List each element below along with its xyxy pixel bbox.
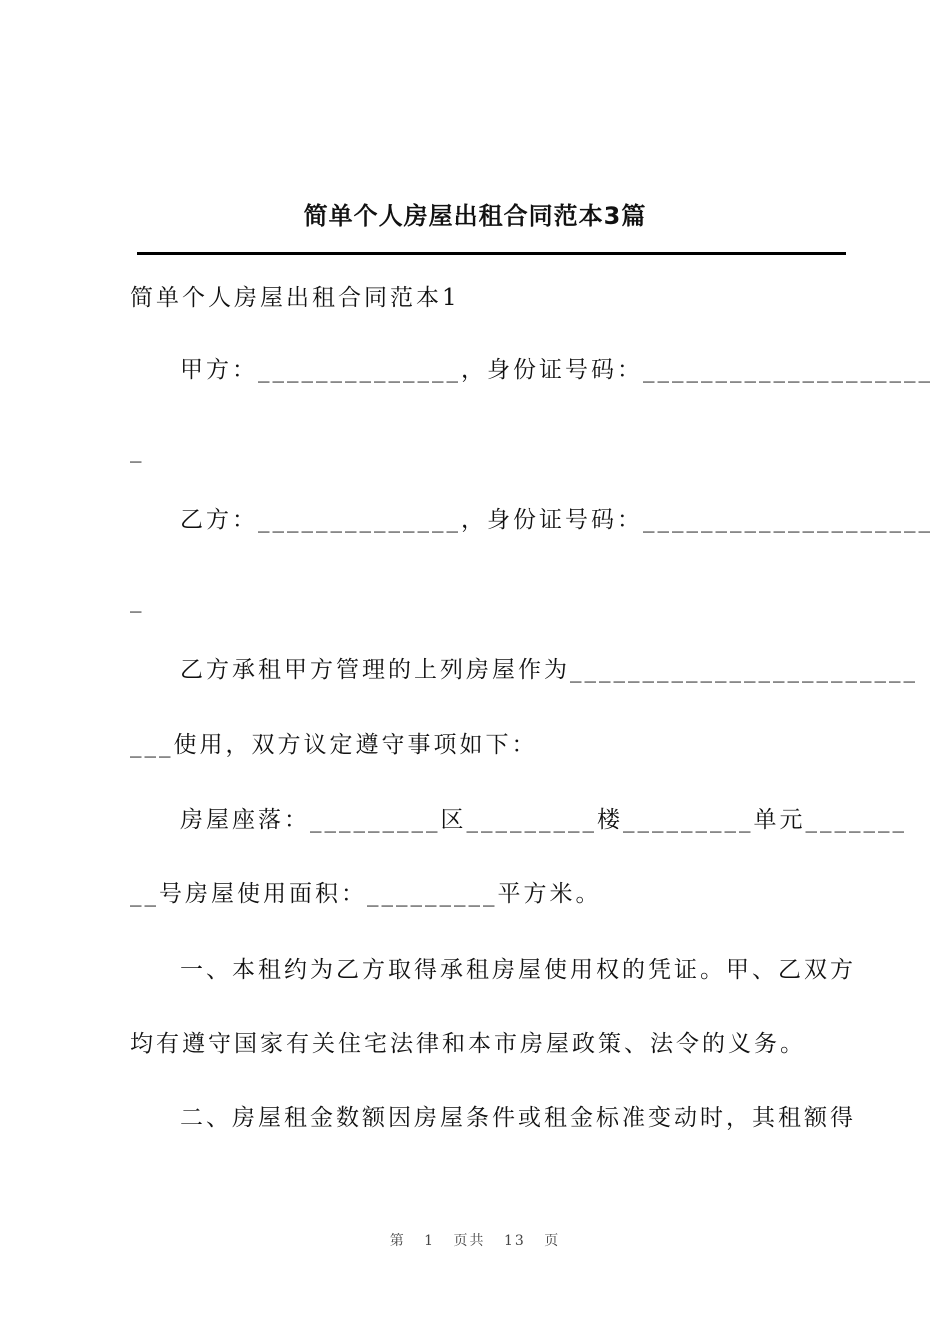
clause-2-line: 二、房屋租金数额因房屋条件或租金标准变动时，其租额得 [180, 1105, 856, 1131]
party-a-line-continued: _ [130, 437, 145, 463]
usage-line: 乙方承租甲方管理的上列房屋作为________________________ [180, 657, 918, 683]
section-heading: 简单个人房屋出租合同范本1 [130, 285, 460, 311]
title-divider [137, 252, 846, 255]
document-title: 简单个人房屋出租合同范本3篇 [303, 202, 647, 230]
clause-1-line-continued: 均有遵守国家有关住宅法律和本市房屋政策、法令的义务。 [130, 1031, 806, 1057]
footer-page-number: 1 [424, 1233, 436, 1249]
footer-middle: 页共 [453, 1233, 486, 1249]
clause-1-line: 一、本租约为乙方取得承租房屋使用权的凭证。甲、乙双方 [180, 957, 856, 983]
party-b-line: 乙方：______________，身份证号码：____________________ [180, 507, 933, 533]
address-line: 房屋座落：_________区_________楼_________单元_______ [180, 807, 907, 833]
party-b-line-continued: _ [130, 587, 145, 613]
address-line-continued: __号房屋使用面积：_________平方米。 [130, 881, 602, 907]
footer-suffix: 页 [544, 1233, 561, 1249]
party-a-line: 甲方：______________，身份证号码：____________________ [180, 357, 933, 383]
usage-line-continued: ___使用，双方议定遵守事项如下： [130, 732, 538, 758]
footer-total-pages: 13 [504, 1233, 526, 1249]
page-footer [0, 1230, 950, 1250]
footer-prefix: 第 [389, 1233, 406, 1249]
